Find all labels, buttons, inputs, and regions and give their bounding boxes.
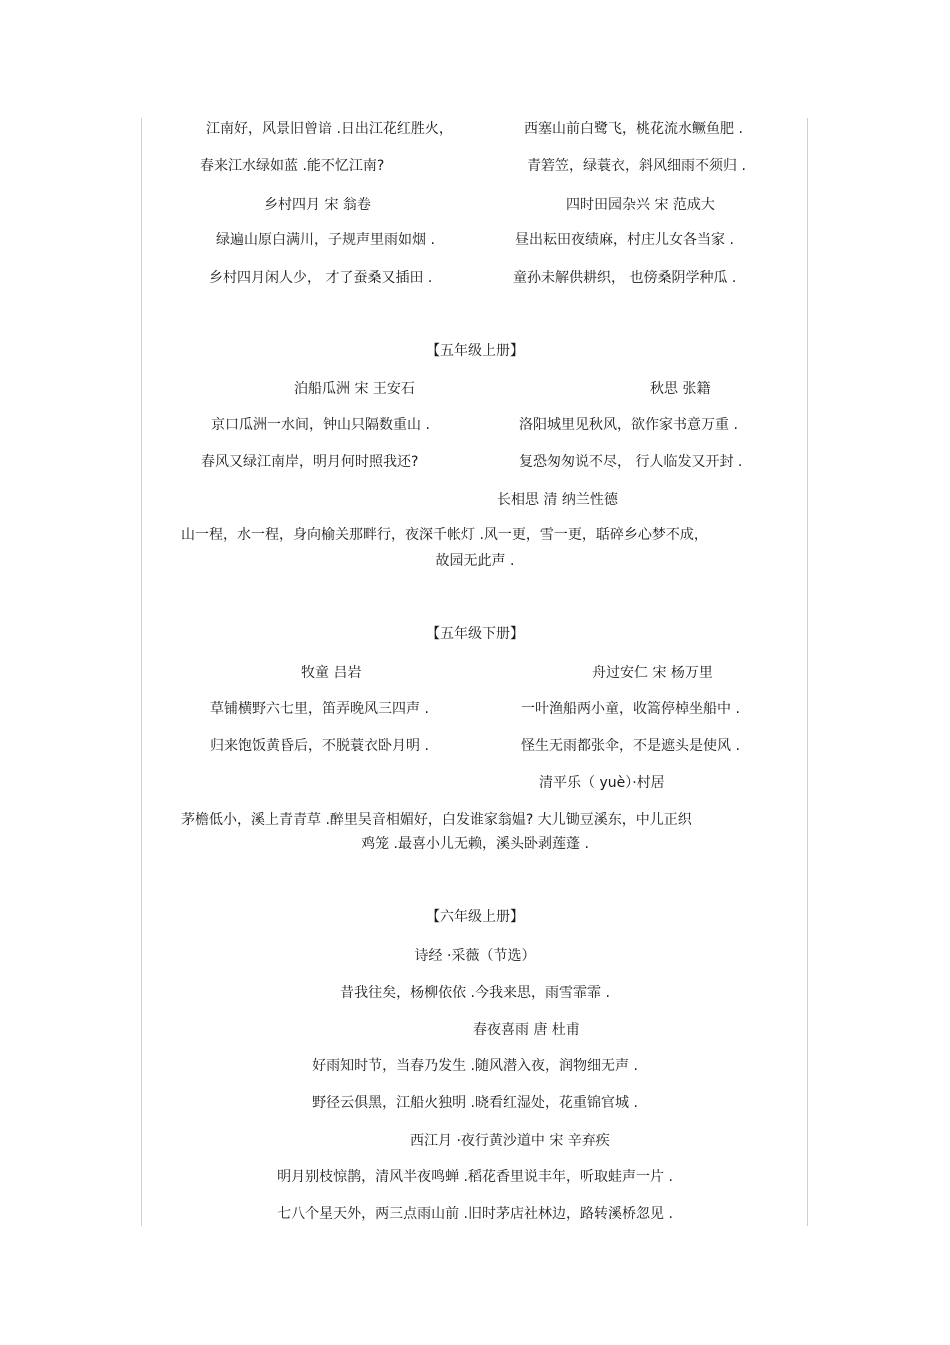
poem-line: 故园无此声 . — [435, 553, 515, 569]
poem-line: 草铺横野六七里，笛弄晚风三四声 . — [210, 701, 429, 717]
poem-line: 昼出耘田夜绩麻，村庄儿女各当家 . — [515, 232, 734, 248]
poem-title: 舟过安仁 宋 杨万里 — [592, 665, 713, 681]
poem-title: 秋思 张籍 — [650, 381, 711, 397]
poem-line: 绿遍山原白满川，子规声里雨如烟 . — [216, 232, 435, 248]
poem-line: 江南好，风景旧曾谙 .日出江花红胜火， — [206, 121, 453, 137]
poem-line: 一叶渔船两小童，收篙停棹坐船中 . — [521, 701, 740, 717]
poem-line: 归来饱饭黄昏后，不脱蓑衣卧月明 . — [210, 738, 429, 754]
poem-line: 乡村四月闲人少， 才了蚕桑又插田 . — [209, 270, 433, 286]
poem-line: 怪生无雨都张伞，不是遮头是使风 . — [521, 738, 740, 754]
poem-title: 泊船瓜洲 宋 王安石 — [294, 381, 415, 397]
poem-line: 西塞山前白鹭飞，桃花流水鳜鱼肥 . — [524, 121, 743, 137]
poem-line: 春风又绿江南岸，明月何时照我还? — [201, 454, 419, 470]
poem-line: 京口瓜洲一水间，钟山只隔数重山 . — [211, 417, 430, 433]
poem-line: 洛阳城里见秋风，欲作家书意万重 . — [519, 417, 738, 433]
poem-line: 昔我往矣，杨柳依依 .今我来思，雨雪霏霏 . — [340, 985, 610, 1001]
poem-line: 野径云俱黑，江船火独明 .晓看红湿处，花重锦官城 . — [312, 1095, 638, 1111]
poem-line: 茅檐低小，溪上青青草 .醉里吴音相媚好，白发谁家翁媪? 大儿锄豆溪东，中儿正织 — [181, 812, 692, 828]
poem-line: 山一程，水一程，身向榆关那畔行，夜深千帐灯 .风一更，雪一更，聒碎乡心梦不成， — [181, 527, 708, 543]
poem-line: 七八个星天外，两三点雨山前 .旧时茅店社林边，路转溪桥忽见 . — [277, 1206, 673, 1222]
poem-title: 清平乐（ yuè）·村居 — [539, 775, 665, 791]
poem-title: 诗经 ·采薇（节选） — [414, 948, 536, 964]
poem-line: 春来江水绿如蓝 .能不忆江南? — [200, 158, 385, 174]
poem-line: 明月别枝惊鹊，清风半夜鸣蝉 .稻花香里说丰年，听取蛙声一片 . — [277, 1169, 673, 1185]
poem-title: 西江月 ·夜行黄沙道中 宋 辛弃疾 — [410, 1133, 610, 1149]
poem-title: 长相思 清 纳兰性德 — [497, 492, 618, 508]
poem-line: 好雨知时节，当春乃发生 .随风潜入夜，润物细无声 . — [312, 1058, 638, 1074]
poem-title: 春夜喜雨 唐 杜甫 — [473, 1022, 580, 1038]
poem-line: 童孙未解供耕织， 也傍桑阴学种瓜 . — [513, 270, 737, 286]
poem-line: 复恐匆匆说不尽， 行人临发又开封 . — [519, 454, 743, 470]
poem-title: 乡村四月 宋 翁卷 — [264, 197, 371, 213]
section-header: 【五年级下册】 — [426, 626, 524, 642]
section-header: 【六年级上册】 — [426, 909, 524, 925]
poem-title: 四时田园杂兴 宋 范成大 — [566, 197, 715, 213]
poem-line: 鸡笼 .最喜小儿无赖，溪头卧剥莲蓬 . — [361, 836, 589, 852]
poem-title: 牧童 吕岩 — [301, 665, 362, 681]
poem-line: 青箬笠，绿蓑衣，斜风细雨不须归 . — [527, 158, 746, 174]
section-header: 【五年级上册】 — [426, 343, 524, 359]
